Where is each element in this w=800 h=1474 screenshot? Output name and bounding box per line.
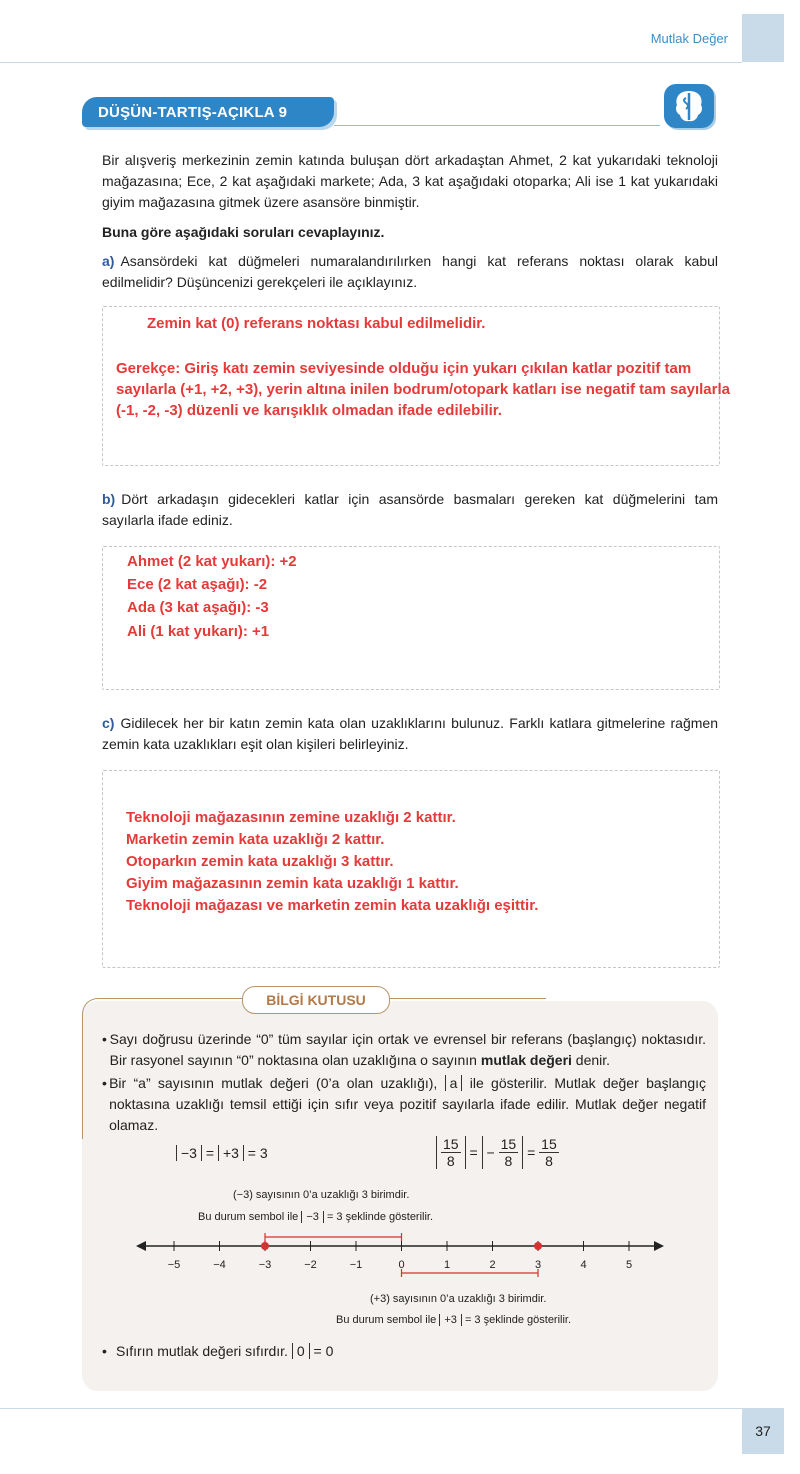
frac-num: 15: [443, 1136, 459, 1152]
example-2-result: [539, 1136, 559, 1169]
question-b-text: Dört arkadaşın gidecekleri katlar için asansörde basmaları gereken kat düğmelerini tam sayılarla ifade ediniz.: [102, 491, 718, 528]
left-arrow-icon: [136, 1241, 146, 1251]
right-arrow-icon: [654, 1241, 664, 1251]
info-box-tab: [242, 986, 390, 1014]
section-title: DÜŞÜN-TARTIŞ-AÇIKLA 9: [98, 104, 288, 121]
info-bullet-1-text: Sayı doğrusu üzerinde “0” tüm sayılar için ortak ve evrensel bir referans (başlangıç) noktasıdır. Bir rasyonel sayının “0” noktasına olan uzaklığına o sayının: [109, 1031, 706, 1068]
info-box-title: BİLGİ KUTUSU: [266, 992, 366, 1008]
answer-a-2: Gerekçe: Giriş katı zemin seviyesinde olduğu için yukarı çıkılan katlar pozitif tam sayılarla (+1, +2, +3), yerin altına inilen bodrum/otopark katları ise negatif tam sayılarla (-1, -2, -3) düzenli ve karışıklık olmadan ifade edilebilir.: [116, 360, 730, 419]
thinking-head-icon: [664, 84, 714, 128]
tick-label: −3: [258, 1259, 272, 1271]
question-b: [102, 489, 718, 531]
answer-b-1: Ahmet (2 kat yukarı): +2: [127, 553, 297, 570]
answer-c-5: Teknoloji mağazası ve marketin zemin kata uzaklığı eşittir.: [126, 897, 539, 914]
info-box-frame-line: [390, 998, 546, 999]
tick-label: −4: [213, 1259, 226, 1271]
neg-note-2-end: = 3 şeklinde gösterilir.: [326, 1211, 434, 1223]
example-2-abs-2: [482, 1136, 524, 1169]
info-bullet-2: • Bir “a” sayısının mutlak değeri (0’a olan uzaklığı), a ile gösterilir. Mutlak değer başlangıç noktasına uzaklığı temsil ettiği için sıfır veya pozitif sayılarla ifade edilir. Mutlak değer negatif olamaz.: [102, 1075, 706, 1133]
answer-b-2: Ece (2 kat aşağı): -2: [127, 576, 268, 593]
tick-label: 3: [534, 1259, 542, 1271]
tick-label: −5: [167, 1259, 181, 1271]
tick-label: −1: [349, 1259, 363, 1271]
pos-note-1: (+3) sayısının 0’a uzaklığı 3 birimdir.: [370, 1293, 547, 1305]
question-a: [102, 251, 718, 293]
number-line: [130, 1232, 670, 1278]
question-a-label: a): [102, 253, 115, 269]
pos-note-2-end: = 3 şeklinde gösterilir.: [464, 1314, 572, 1326]
info-bullet-2-end: ile gösterilir. Mutlak değer başlangıç noktasına uzaklığı temsil ettiği için sıfır veya pozitif sayılarla ifade edilir. Mutlak değer negatif olamaz.: [109, 1075, 706, 1133]
neg-note-2-text: Bu durum sembol ile: [198, 1211, 299, 1223]
answer-c-4: Giyim mağazasının zemin kata uzaklığı 1 kattır.: [126, 875, 459, 892]
example-2-abs-1: [436, 1136, 466, 1169]
answer-c-1: Teknoloji mağazasının zemine uzaklığı 2 kattır.: [126, 809, 456, 826]
answer-b-4: Ali (1 kat yukarı): +1: [127, 623, 270, 640]
page-number: 37: [755, 1423, 771, 1439]
header-title: Mutlak Değer: [650, 31, 728, 46]
instruction: Buna göre aşağıdaki soruları cevaplayınız.: [102, 224, 385, 240]
pos-note-2-text: Bu durum sembol ile: [336, 1314, 437, 1326]
question-c-text: Gidilecek her bir katın zemin kata olan uzaklıklarını bulunuz. Farklı katlara gitmelerine rağmen zemin kata uzaklıkları eşit olan kişileri belirleyiniz.: [102, 715, 718, 752]
problem-intro: Bir alışveriş merkezinin zemin katında buluşan dört arkadaştan Ahmet, 2 kat yukarıdaki teknoloji mağazasına; Ece, 2 kat aşağıdaki markete; Ada, 3 kat aşağıdaki otoparka; Ali ise 1 kat yukarıdaki giyim mağazasına gitmek üzere asansöre binmiştir.: [102, 152, 718, 210]
marked-point: [534, 1242, 542, 1250]
frac-num: 15: [500, 1136, 517, 1152]
tick-label: 4: [580, 1259, 587, 1271]
header-color-block: [742, 14, 784, 62]
neg-note-2-symbol: −3: [301, 1211, 324, 1223]
info-bullet-1-end: denir.: [571, 1052, 611, 1068]
banner-rule: [334, 125, 660, 126]
example-1: [176, 1145, 268, 1161]
abs-symbol-a: a: [445, 1075, 463, 1091]
marked-point: [261, 1242, 269, 1250]
question-c-label: c): [102, 715, 115, 731]
info-bullet-1: • Sayı doğrusu üzerinde “0” tüm sayılar için ortak ve evrensel bir referans (başlangıç) noktasıdır. Bir rasyonel sayının “0” noktasına olan uzaklığına o sayının mutlak değeri denir.: [102, 1031, 706, 1068]
example-1-abs-pos: +3: [218, 1145, 244, 1161]
minus-sign: −: [486, 1144, 495, 1161]
pos-note-2-symbol: +3: [439, 1314, 462, 1326]
tick-label: 1: [443, 1259, 451, 1271]
question-b-label: b): [102, 491, 116, 507]
footer-rule: [0, 1408, 742, 1409]
tick-label: 5: [625, 1259, 633, 1271]
example-2-eq1: =: [469, 1144, 478, 1161]
answer-c-2: Marketin zemin kata uzaklığı 2 kattır.: [126, 831, 385, 848]
tick-label: 0: [398, 1259, 405, 1271]
info-bullet-2-text: Bir “a” sayısının mutlak değeri (0’a olan uzaklığı),: [109, 1075, 445, 1091]
answer-b-3: Ada (3 kat aşağı): -3: [127, 599, 269, 616]
frac-den: 8: [545, 1153, 553, 1169]
example-1-abs-neg: −3: [176, 1145, 202, 1161]
section-banner: [82, 97, 334, 127]
info-bullet-1-bold: mutlak değeri: [480, 1052, 572, 1068]
abs-symbol-zero: 0: [292, 1343, 310, 1359]
example-2: [436, 1136, 559, 1169]
tick-label: −2: [304, 1259, 317, 1271]
example-2-eq2: =: [527, 1144, 536, 1161]
frac-den: 8: [446, 1153, 455, 1169]
pos-note-2: [336, 1314, 571, 1326]
header-rule: [0, 62, 742, 63]
neg-note-2: [198, 1211, 433, 1223]
info-bullet-3-text: Sıfırın mutlak değeri sıfırdır.: [116, 1343, 288, 1359]
example-1-result: = 3: [247, 1145, 268, 1161]
frac-num: 15: [541, 1136, 557, 1152]
neg-note-1: (−3) sayısının 0’a uzaklığı 3 birimdir.: [233, 1189, 410, 1201]
answer-c-3: Otoparkın zemin kata uzaklığı 3 kattır.: [126, 853, 394, 870]
answer-a-1: Zemin kat (0) referans noktası kabul edilmelidir.: [147, 315, 486, 332]
question-a-text: Asansördeki kat düğmeleri numaralandırılırken hangi kat referans noktası olarak kabul edilmelidir? Düşüncenizi gerekçeleri ile açıklayınız.: [102, 253, 718, 290]
frac-den: 8: [504, 1153, 513, 1169]
example-1-eq: =: [205, 1145, 215, 1161]
info-bullet-3: • Sıfırın mutlak değeri sıfırdır. 0 = 0: [102, 1343, 334, 1359]
info-bullet-3-end: = 0: [313, 1343, 334, 1359]
tick-label: 2: [489, 1259, 496, 1271]
question-c: [102, 713, 718, 755]
